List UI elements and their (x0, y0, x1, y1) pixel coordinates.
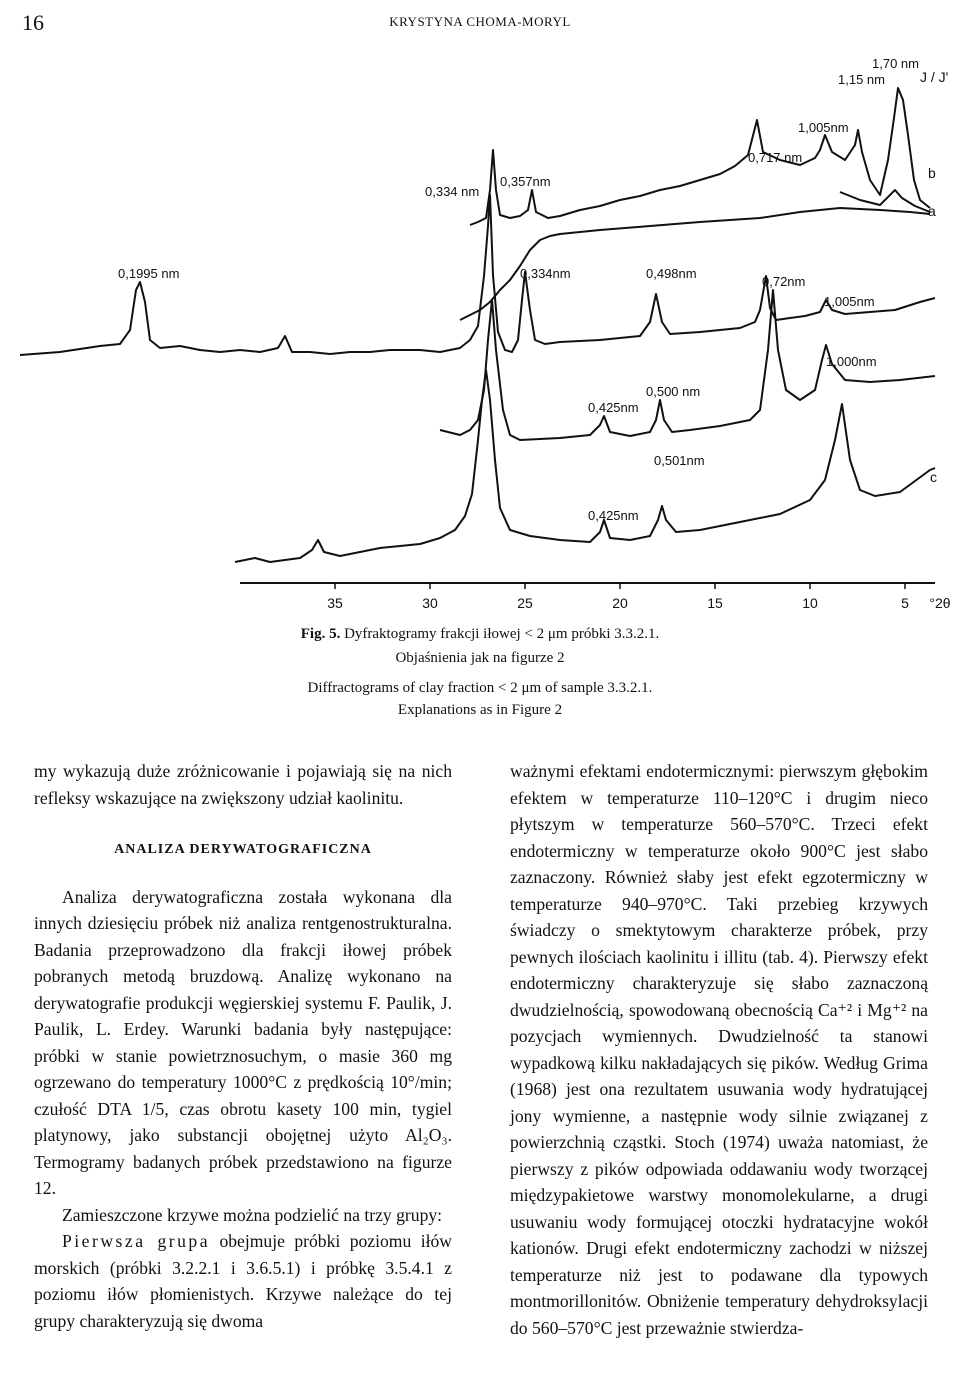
curve-c (235, 370, 935, 562)
peak-label: 0,498nm (646, 266, 697, 281)
peak-label: 1,70 nm (872, 56, 919, 71)
peak-label: 1,005nm (798, 120, 849, 135)
curve-j (470, 88, 930, 225)
running-head: KRYSTYNA CHOMA-MORYL (389, 14, 571, 29)
caption-line: Diffractograms of clay fraction < 2 μm of sample 3.3.2.1. (307, 680, 653, 696)
figure-caption-pl (0, 626, 960, 643)
curve-label-b: b (928, 165, 936, 181)
peak-label: 0,357nm (500, 174, 551, 189)
x-tick-label: 10 (802, 595, 818, 611)
peak-label: 0,425nm (588, 508, 639, 523)
x-tick-label: 30 (422, 595, 438, 611)
right-column (510, 758, 928, 1341)
figure-number: Fig. 5. (300, 626, 341, 642)
x-tick-label: 15 (707, 595, 723, 611)
peak-label: 0,425nm (588, 400, 639, 415)
peak-label: 0,717 nm (748, 150, 803, 165)
curve-label-c: c (930, 469, 937, 485)
peak-label: 1,000nm (826, 354, 877, 369)
peak-label: 0,334 nm (425, 184, 480, 199)
peak-label: 0,501nm (654, 453, 705, 468)
curve-label-a: a (928, 203, 936, 219)
x-tick-label: 5 (901, 595, 909, 611)
peak-label: 0,334nm (520, 266, 571, 281)
peak-label: 0,500 nm (646, 384, 701, 399)
peak-label: 0,72nm (762, 274, 806, 289)
curve-label-j: J / J' (920, 69, 949, 85)
paragraph (34, 1228, 452, 1334)
caption-line: Dyfraktogramy frakcji iłowej < 2 μm próbki 3.3.2.1. (344, 626, 660, 642)
x-tick-label: 20 (612, 595, 628, 611)
paragraph: Zamieszczone krzywe można podzielić na trzy grupy: (62, 1204, 443, 1225)
x-tick-label: 35 (327, 595, 343, 611)
peak-label: 0,1995 nm (118, 266, 180, 281)
diffractogram-figure (0, 40, 960, 620)
paragraph: my wykazują duże zróżnicowanie i pojawiają się na nich refleksy wskazujące na zwiększony udział kaolinitu. (34, 761, 452, 808)
left-column (34, 758, 452, 1334)
caption-line: Explanations as in Figure 2 (397, 702, 563, 718)
peak-label: 1,15 nm (838, 72, 885, 87)
x-axis-unit: °2θ (929, 595, 951, 611)
caption-line: Objaśnienia jak na figurze 2 (395, 650, 565, 666)
group-term: Pierwsza grupa (62, 1231, 211, 1251)
paragraph-text: obejmuje próbki poziomu iłów morskich (próbki 3.2.2.1 i 3.6.5.1) i próbkę 3.5.4.1 z poziomu iłów płomienistych. Krzywe należące do tej grupy charakteryzują się dwoma (34, 1231, 452, 1331)
x-tick-label: 25 (517, 595, 533, 611)
paragraph: ważnymi efektami endotermicznymi: pierwszym głębokim efektem w temperaturze 110–120°C i drugim nieco płytszym w temperaturze 560–570°C. Trzeci efekt endotermiczny w temperaturze około 900°C jest słabo zaznaczony. Również słaby jest efekt egzotermiczny w temperaturze 940–970°C. Taki przebieg krzywych świadczy o smektytowym charakterze próbek, przy pewnych ilościach kaolinitu i illitu (tab. 4). Pierwszy efekt endotermiczny charakteryzuje się słabo zaznaczoną dwudzielnością, spowodowaną obecnością Ca⁺² i Mg⁺² na pozycjach wymiennych. Dwudzielność ta stanowi wypadkową kilku nakładających się pików. Według Grima (1968) jest ona rezultatem usuwania wody hydratującej jony wymienne, a następnie wody silnie związanej z powierzchnią cząstki. Stoch (1974) uważa natomiast, że pierwszy z pików odpowiada oddawaniu wody tworzącej międzypakietowe warstwy monomolekularne, a drugi usuwaniu wody formującej otoczki hydratacyjne wokół kationów. Drugi efekt endotermiczny zachodzi w niższej temperaturze niż jest to podawane dla typowych montmorillonitów. Obniżenie temperatury dehydroksylacji do 560–570°C jest przeważnie stwierdza- (510, 761, 928, 1338)
peak-label: 1,005nm (824, 294, 875, 309)
paragraph: Analiza derywatograficzna została wykonana dla innych dziesięciu próbek niż analiza rentgenostrukturalna. Badania przeprowadzono dla frakcji iłowej próbek pobranych metodą bruzdową. Analizę wykonano na derywatografie produkcji węgierskiej systemu F. Paulik, J. Paulik, L. Erdey. Warunki badania były następujące: próbki w stanie powietrznosuchym, o masie 360 mg ogrzewano do temperatury 1000°C z prędkością 10°/min; czułość DTA 1/5, czas obrotu kasety 100 min, tygiel platynowy, jako substancji obojętnej użyto Al₂O₃. Termogramy badanych próbek przedstawiono na figurze 12. (34, 886, 452, 1198)
section-heading: ANALIZA DERYWATOGRAFICZNA (114, 842, 372, 857)
page-number: 16 (22, 10, 44, 35)
